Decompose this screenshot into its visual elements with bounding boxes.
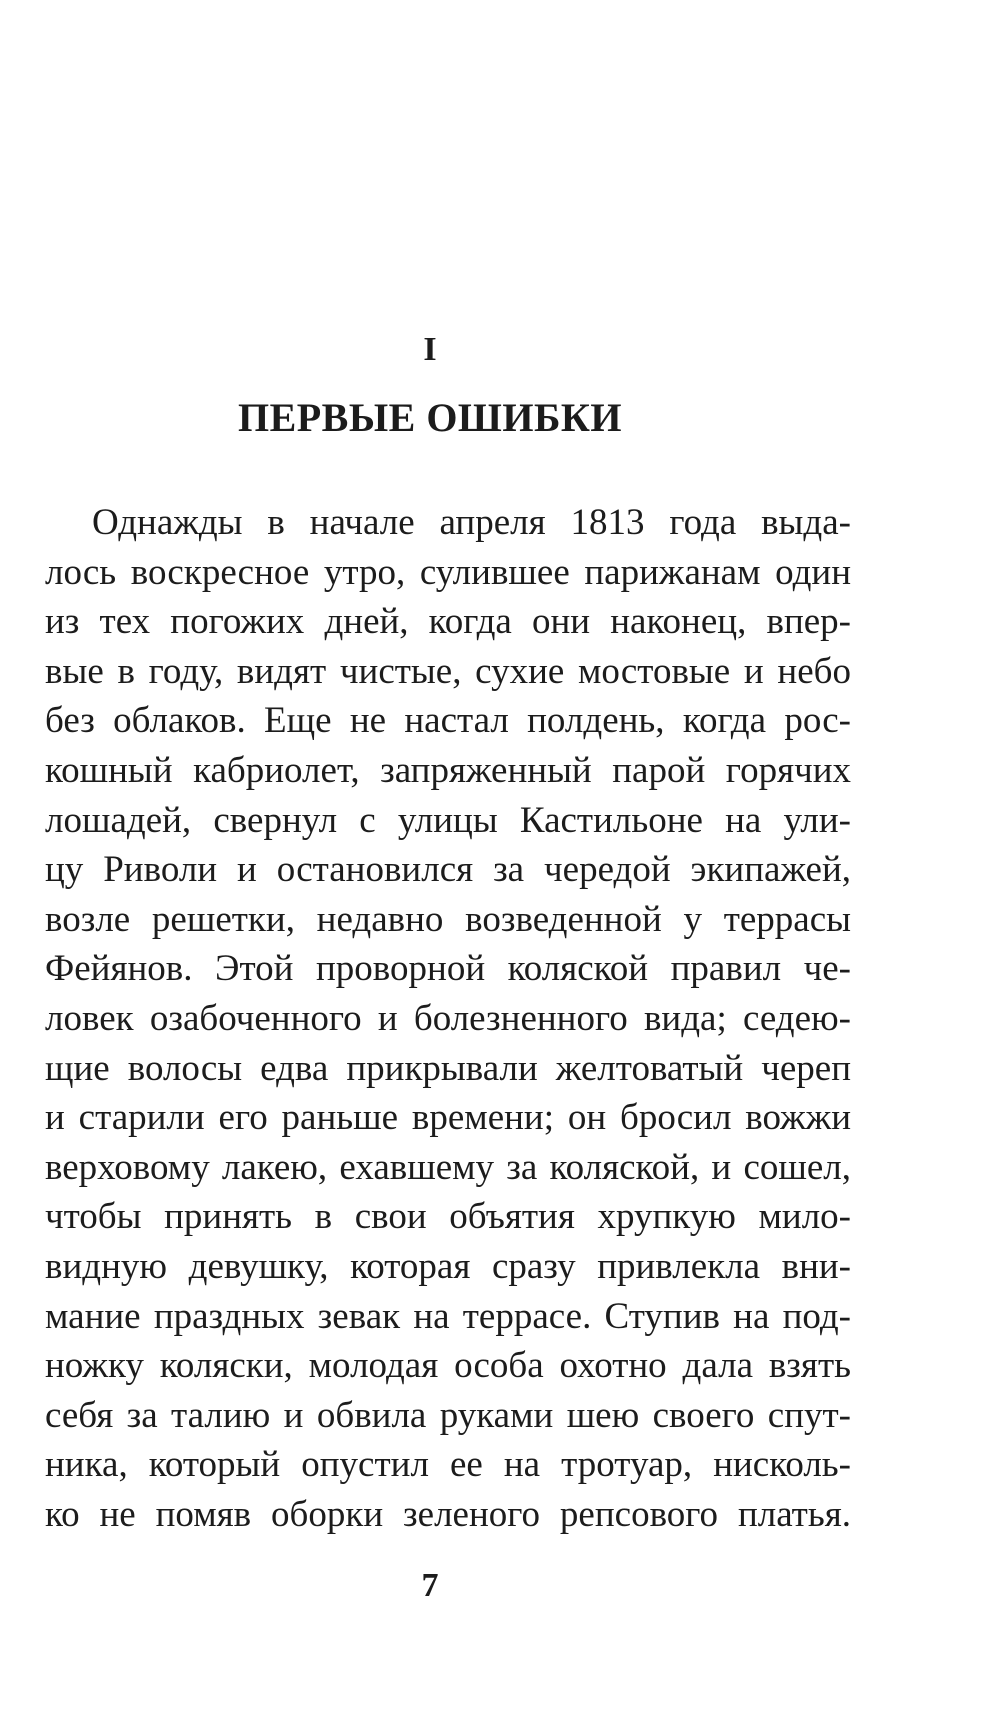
text-line: вые в году, видят чистые, сухие мостовые и небо	[45, 650, 851, 692]
text-line: верховому лакею, ехавшему за коляской, и сошел,	[45, 1146, 851, 1188]
text-line: ко не помяв оборки зеленого репсового платья.	[45, 1493, 851, 1535]
text-line: ника, который опустил ее на тротуар, нисколь-	[45, 1444, 851, 1486]
chapter-paragraph	[45, 498, 851, 1539]
text-line: возле решетки, недавно возведенной у террасы	[45, 898, 851, 940]
text-line: цу Риволи и остановился за чередой экипажей,	[45, 849, 851, 891]
text-line: ножку коляски, молодая особа охотно дала взять	[45, 1345, 851, 1387]
text-line: чтобы принять в свои объятия хрупкую мило-	[45, 1196, 851, 1238]
text-line: видную девушку, которая сразу привлекла вни-	[45, 1245, 851, 1287]
text-line: Фейянов. Этой проворной коляской правил че-	[45, 948, 851, 990]
chapter-number: I	[423, 331, 437, 368]
page-number: 7	[421, 1567, 439, 1604]
text-line: из тех погожих дней, когда они наконец, впер-	[45, 601, 851, 643]
text-line: лошадей, свернул с улицы Кастильоне на ули-	[45, 799, 851, 841]
text-line: мание праздных зевак на террасе. Ступив на под-	[45, 1295, 851, 1337]
text-line: кошный кабриолет, запряженный парой горячих	[45, 749, 851, 791]
text-line: без облаков. Еще не настал полдень, когда рос-	[45, 700, 851, 742]
text-line: и старили его раньше времени; он бросил вожжи	[45, 1097, 851, 1139]
text-line: лось воскресное утро, сулившее парижанам один	[45, 551, 851, 593]
text-line: Однажды в начале апреля 1813 года выда-	[92, 502, 851, 543]
text-line: себя за талию и обвила руками шею своего спут-	[45, 1394, 851, 1436]
text-line: ловек озабоченного и болезненного вида; седею-	[45, 997, 851, 1039]
text-line: щие волосы едва прикрывали желтоватый череп	[45, 1047, 851, 1089]
chapter-title: ПЕРВЫЕ ОШИБКИ	[237, 395, 623, 440]
